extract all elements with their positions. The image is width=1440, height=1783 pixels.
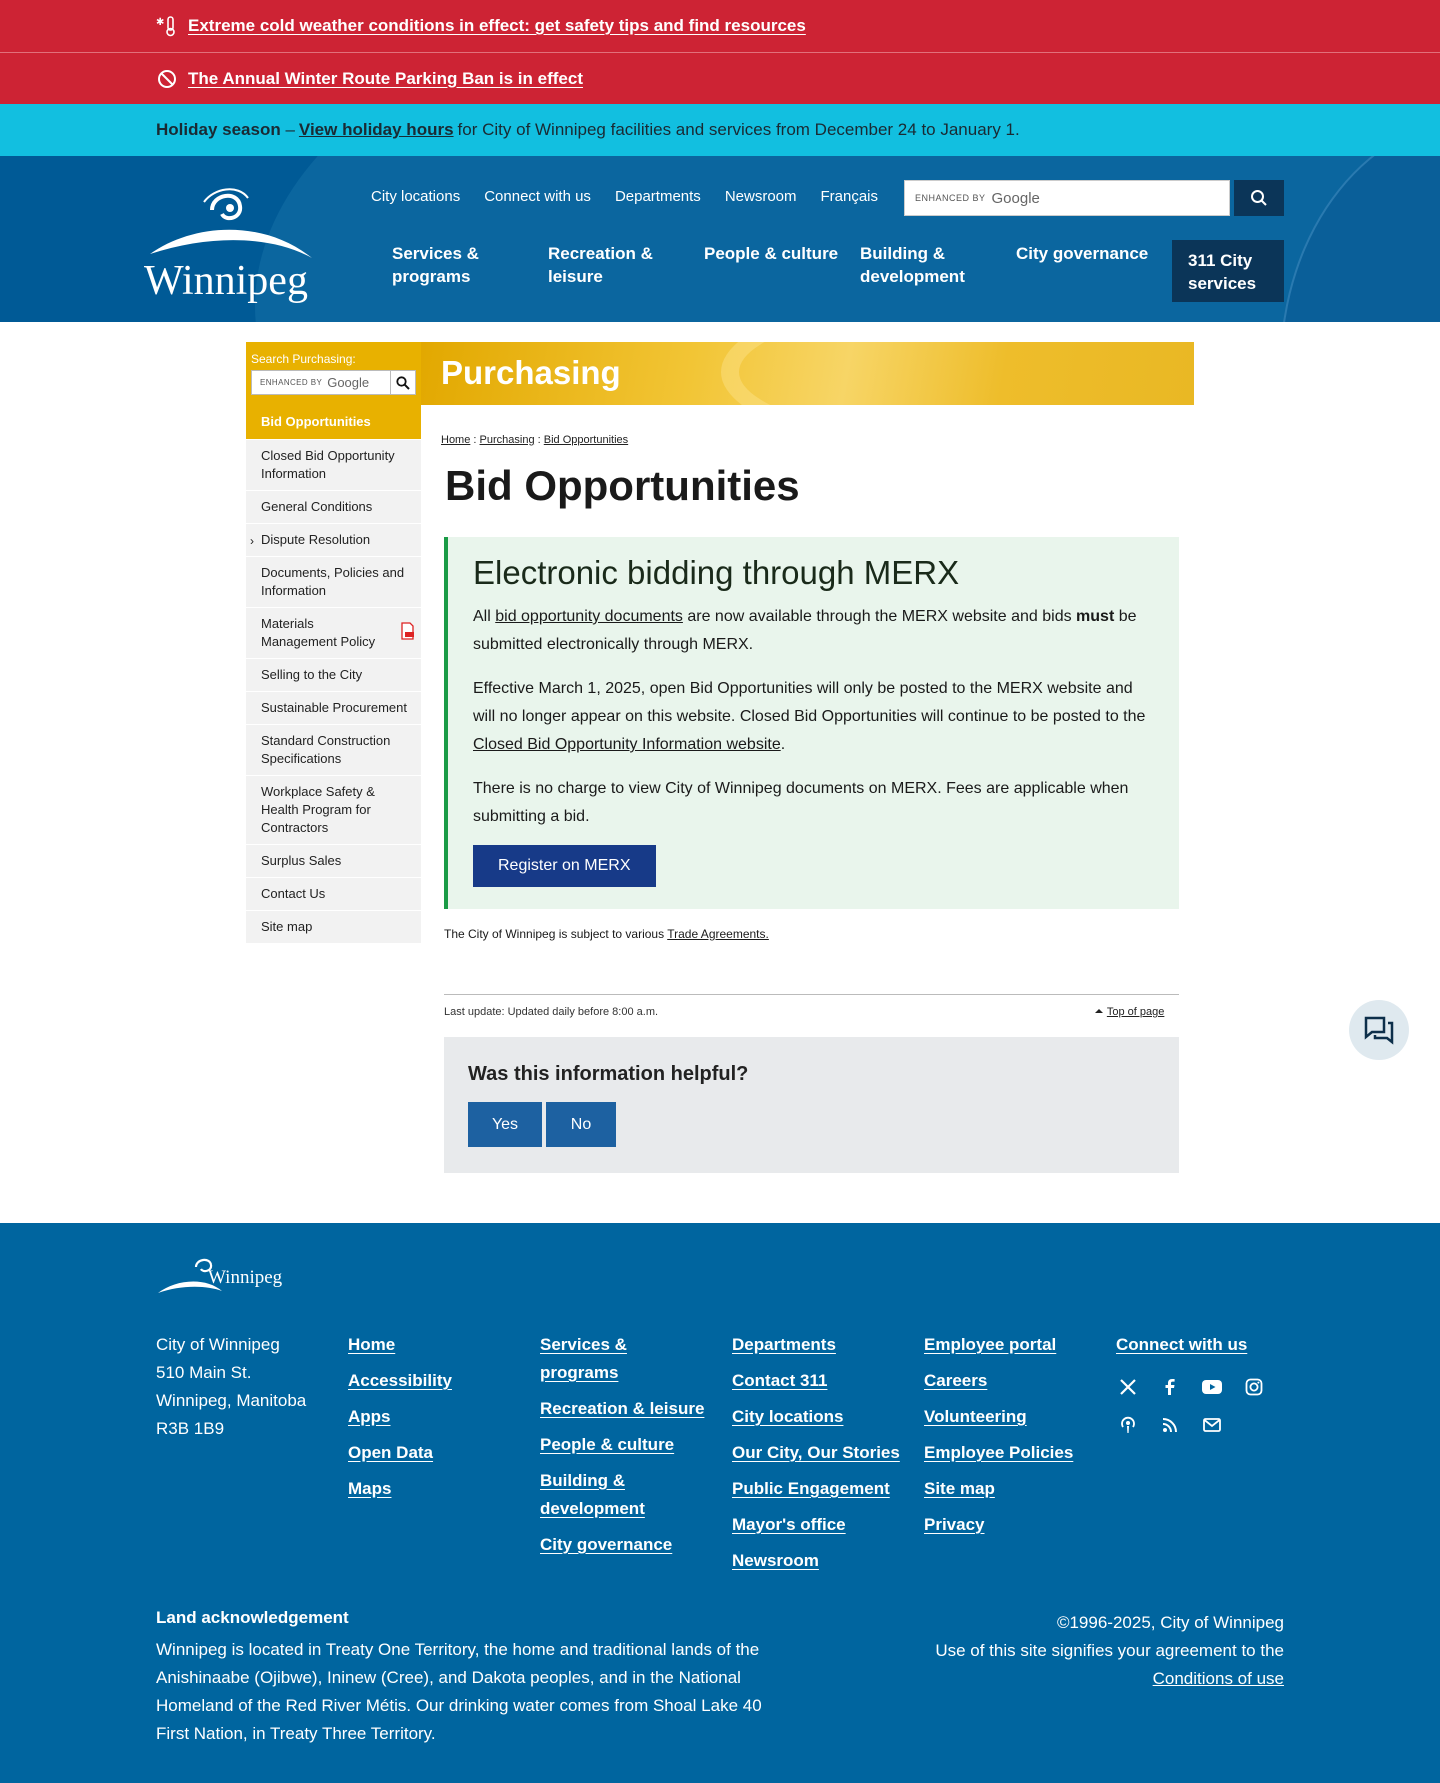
breadcrumb-home[interactable]: Home — [441, 434, 471, 446]
svg-text:Winnipeg: Winnipeg — [208, 1267, 283, 1288]
thermometer-snow-icon — [156, 15, 178, 37]
sidebar-item-selling[interactable]: Selling to the City — [246, 659, 421, 692]
p1-bold: must — [1076, 608, 1115, 625]
address-line: City of Winnipeg — [156, 1335, 280, 1354]
footer-link-careers[interactable]: Careers — [924, 1371, 988, 1390]
sidebar-item-dispute-resolution[interactable] — [246, 524, 421, 557]
email-icon[interactable] — [1200, 1413, 1224, 1437]
search-icon — [396, 376, 410, 390]
breadcrumb-current[interactable]: Bid Opportunities — [543, 434, 629, 446]
footer-link-departments[interactable]: Departments — [732, 1335, 836, 1354]
footer-logo[interactable] — [156, 1255, 286, 1300]
p2-end: . — [780, 736, 786, 753]
holiday-label: Holiday season — [156, 120, 281, 139]
social-links — [1116, 1375, 1284, 1437]
search-google-label: Google — [991, 189, 1040, 207]
last-update: Last update: Updated daily before 8:00 a.m. — [444, 1006, 659, 1018]
footer-link-apps[interactable]: Apps — [348, 1407, 391, 1426]
sidebar-item-materials-policy[interactable] — [246, 608, 421, 659]
address-line: R3B 1B9 — [156, 1419, 225, 1438]
holiday-dash: – — [285, 120, 295, 139]
footer-link-city-locations[interactable]: City locations — [732, 1407, 844, 1426]
nav-recreation[interactable]: Recreation & leisure — [548, 244, 653, 286]
sidebar-item-documents[interactable]: Documents, Policies and Information — [246, 557, 421, 608]
trade-text: The City of Winnipeg is subject to various — [444, 927, 665, 941]
footer-link-employee-portal[interactable]: Employee portal — [924, 1335, 1057, 1354]
footer-link-employee-policies[interactable]: Employee Policies — [924, 1443, 1074, 1462]
instagram-icon[interactable] — [1242, 1375, 1266, 1399]
footer-link-maps[interactable]: Maps — [348, 1479, 392, 1498]
chat-icon — [1363, 1015, 1395, 1045]
footer-link-public-engagement[interactable]: Public Engagement — [732, 1479, 890, 1498]
footer-address — [156, 1331, 306, 1443]
footer-link-mayors-office[interactable]: Mayor's office — [732, 1515, 846, 1534]
site-footer — [0, 1223, 1440, 1783]
nav-services[interactable]: Services & programs — [392, 244, 479, 286]
sidebar-item-closed-bid[interactable]: Closed Bid Opportunity Information — [246, 440, 421, 491]
utility-connect[interactable]: Connect with us — [484, 187, 591, 205]
site-search-input[interactable] — [904, 180, 1230, 216]
parking-ban-link[interactable]: The Annual Winter Route Parking Ban is in effect — [188, 68, 583, 88]
address-line: Winnipeg, Manitoba — [156, 1391, 307, 1410]
feedback-panel — [444, 1037, 1179, 1173]
footer-col-connect — [1116, 1331, 1247, 1367]
footer-link-governance[interactable]: City governance — [540, 1535, 673, 1554]
address-line: 510 Main St. — [156, 1363, 252, 1382]
p1-text-c: be submitted electronically through MERX. — [473, 608, 1137, 653]
sidebar-item-label: Dispute Resolution — [261, 532, 371, 547]
footer-link-home[interactable]: Home — [348, 1335, 396, 1354]
holiday-banner — [0, 104, 1440, 156]
sidebar-item-sustainable[interactable]: Sustainable Procurement — [246, 692, 421, 725]
footer-col-4 — [924, 1331, 1073, 1547]
breadcrumb-sep: : — [473, 434, 477, 446]
sidebar-item-contact[interactable]: Contact Us — [246, 878, 421, 911]
search-icon — [1250, 189, 1268, 207]
winnipeg-logo[interactable] — [142, 180, 322, 310]
page-title: Bid Opportunities — [445, 462, 800, 509]
sidebar-search-button[interactable] — [391, 370, 416, 395]
land-heading: Land acknowledgement — [156, 1608, 349, 1627]
p1-text-a: All — [473, 608, 491, 625]
trade-agreements-link[interactable]: Trade Agreements. — [667, 927, 769, 941]
feedback-yes-button[interactable]: Yes — [468, 1102, 542, 1147]
footer-col-3 — [732, 1331, 900, 1583]
chat-button[interactable] — [1349, 1000, 1409, 1060]
x-twitter-icon[interactable] — [1116, 1375, 1140, 1399]
sidebar-search-label: Search Purchasing: — [251, 352, 356, 366]
section-banner — [421, 342, 1194, 405]
youtube-icon[interactable] — [1200, 1375, 1224, 1399]
sidebar-item-workplace-safety[interactable]: Workplace Safety & Health Program for Contractors — [246, 776, 421, 845]
p1-text-b: are now available through the MERX website and bids — [687, 608, 1072, 625]
sidebar-search — [246, 342, 421, 405]
closed-bid-link[interactable]: Closed Bid Opportunity Information website — [473, 736, 781, 753]
notice-paragraph-3: There is no charge to view City of Winnipeg documents on MERX. Fees are applicable when submitting a bid. — [473, 780, 1129, 825]
land-text: Winnipeg is located in Treaty One Territory, the home and traditional lands of the Anishinaabe (Ojibwe), Ininew (Cree), and Dakota peoples, and in the National Homeland of the Red River Métis. Our drinking water comes from Shoal Lake 40 First Nation, in Treaty Three Territory. — [156, 1640, 762, 1743]
sidebar-search-google: Google — [327, 375, 370, 390]
footer-link-our-city[interactable]: Our City, Our Stories — [732, 1443, 900, 1462]
holiday-hours-link[interactable]: View holiday hours — [298, 120, 454, 139]
footer-link-accessibility[interactable]: Accessibility — [348, 1371, 452, 1390]
notice-paragraph-2 — [473, 675, 1157, 759]
sidebar-menu — [246, 405, 421, 944]
sidebar-search-enhanced: ENHANCED BY — [260, 378, 323, 387]
nav-governance[interactable]: City governance — [1016, 244, 1149, 263]
nav-people[interactable]: People & culture — [704, 244, 839, 263]
p2-text: Effective March 1, 2025, open Bid Opportunities will only be posted to the MERX website and will no longer appear on this website. Closed Bid Opportunities will continue to be posted to the — [473, 680, 1146, 725]
bid-documents-link[interactable]: bid opportunity documents — [495, 608, 683, 625]
sidebar-item-construction-specs[interactable]: Standard Construction Specifications — [246, 725, 421, 776]
divider — [444, 994, 1179, 995]
rss-icon[interactable] — [1158, 1413, 1182, 1437]
sidebar-item-label: Materials Management Policy — [261, 616, 376, 649]
sidebar-search-input[interactable] — [251, 370, 391, 395]
breadcrumb-purchasing[interactable]: Purchasing — [479, 434, 535, 446]
nav-311[interactable]: 311 City services — [1172, 240, 1284, 302]
sidebar — [246, 342, 421, 944]
chevron-right-icon: › — [250, 534, 254, 548]
site-header — [0, 156, 1440, 322]
copyright-text: ©1996-2025, City of Winnipeg — [1056, 1613, 1284, 1632]
banner-swirl — [721, 342, 1194, 405]
podcast-icon[interactable] — [1116, 1413, 1140, 1437]
utility-city-locations[interactable]: City locations — [371, 187, 461, 205]
notice-heading: Electronic bidding through MERX — [473, 554, 960, 591]
utility-nav — [371, 180, 878, 212]
main-nav — [392, 242, 1172, 288]
footer-col-2 — [540, 1331, 710, 1567]
footer-link-recreation[interactable]: Recreation & leisure — [540, 1399, 705, 1418]
footer-link-people[interactable]: People & culture — [540, 1435, 675, 1454]
site-search-button[interactable] — [1234, 180, 1284, 216]
search-enhanced-label: ENHANCED BY — [915, 193, 986, 203]
parking-ban-alert — [0, 52, 1440, 104]
agreement-text: Use of this site signifies your agreement to the — [935, 1641, 1284, 1660]
footer-link-services[interactable]: Services & programs — [540, 1335, 627, 1382]
utility-francais[interactable]: Français — [820, 187, 879, 205]
sidebar-item-bid-opportunities[interactable]: Bid Opportunities — [246, 405, 421, 440]
trade-agreements — [444, 927, 769, 941]
copyright — [935, 1609, 1284, 1693]
holiday-text: for City of Winnipeg facilities and services from December 24 to January 1. — [457, 120, 1020, 139]
utility-departments[interactable]: Departments — [614, 187, 701, 205]
merx-notice — [444, 537, 1179, 909]
notice-paragraph-1 — [473, 603, 1157, 659]
footer-col-1 — [348, 1331, 452, 1511]
footer-link-contact-311[interactable]: Contact 311 — [732, 1371, 828, 1390]
prohibited-icon — [156, 68, 178, 90]
sidebar-item-surplus[interactable]: Surplus Sales — [246, 845, 421, 878]
top-of-page-label: Top of page — [1106, 1006, 1165, 1018]
caret-up-icon — [1094, 1007, 1104, 1015]
cold-weather-alert — [0, 0, 1440, 52]
footer-link-privacy[interactable]: Privacy — [924, 1515, 985, 1534]
footer-link-building[interactable]: Building & development — [540, 1471, 645, 1518]
breadcrumb — [441, 434, 628, 446]
svg-text:✱: ✱ — [156, 17, 165, 28]
footer-link-connect[interactable]: Connect with us — [1116, 1335, 1248, 1354]
land-acknowledgement — [156, 1608, 796, 1748]
feedback-question: Was this information helpful? — [468, 1063, 749, 1085]
sidebar-item-site-map[interactable]: Site map — [246, 911, 421, 944]
footer-link-site-map[interactable]: Site map — [924, 1479, 995, 1498]
footer-link-newsroom[interactable]: Newsroom — [732, 1551, 819, 1570]
footer-link-volunteering[interactable]: Volunteering — [924, 1407, 1027, 1426]
sidebar-item-general-conditions[interactable]: General Conditions — [246, 491, 421, 524]
pdf-icon — [400, 622, 415, 640]
svg-text:Winnipeg: Winnipeg — [144, 258, 308, 304]
nav-building[interactable]: Building & development — [860, 244, 965, 286]
breadcrumb-sep: : — [537, 434, 541, 446]
top-of-page-link[interactable] — [1094, 1006, 1164, 1018]
conditions-link[interactable]: Conditions of use — [1152, 1669, 1284, 1688]
facebook-icon[interactable] — [1158, 1375, 1182, 1399]
footer-link-open-data[interactable]: Open Data — [348, 1443, 434, 1462]
section-title: Purchasing — [441, 354, 621, 391]
register-merx-button[interactable]: Register on MERX — [473, 845, 656, 887]
feedback-no-button[interactable]: No — [546, 1102, 616, 1147]
cold-weather-link[interactable]: Extreme cold weather conditions in effect: get safety tips and find resources — [188, 16, 806, 35]
utility-newsroom[interactable]: Newsroom — [724, 187, 797, 205]
